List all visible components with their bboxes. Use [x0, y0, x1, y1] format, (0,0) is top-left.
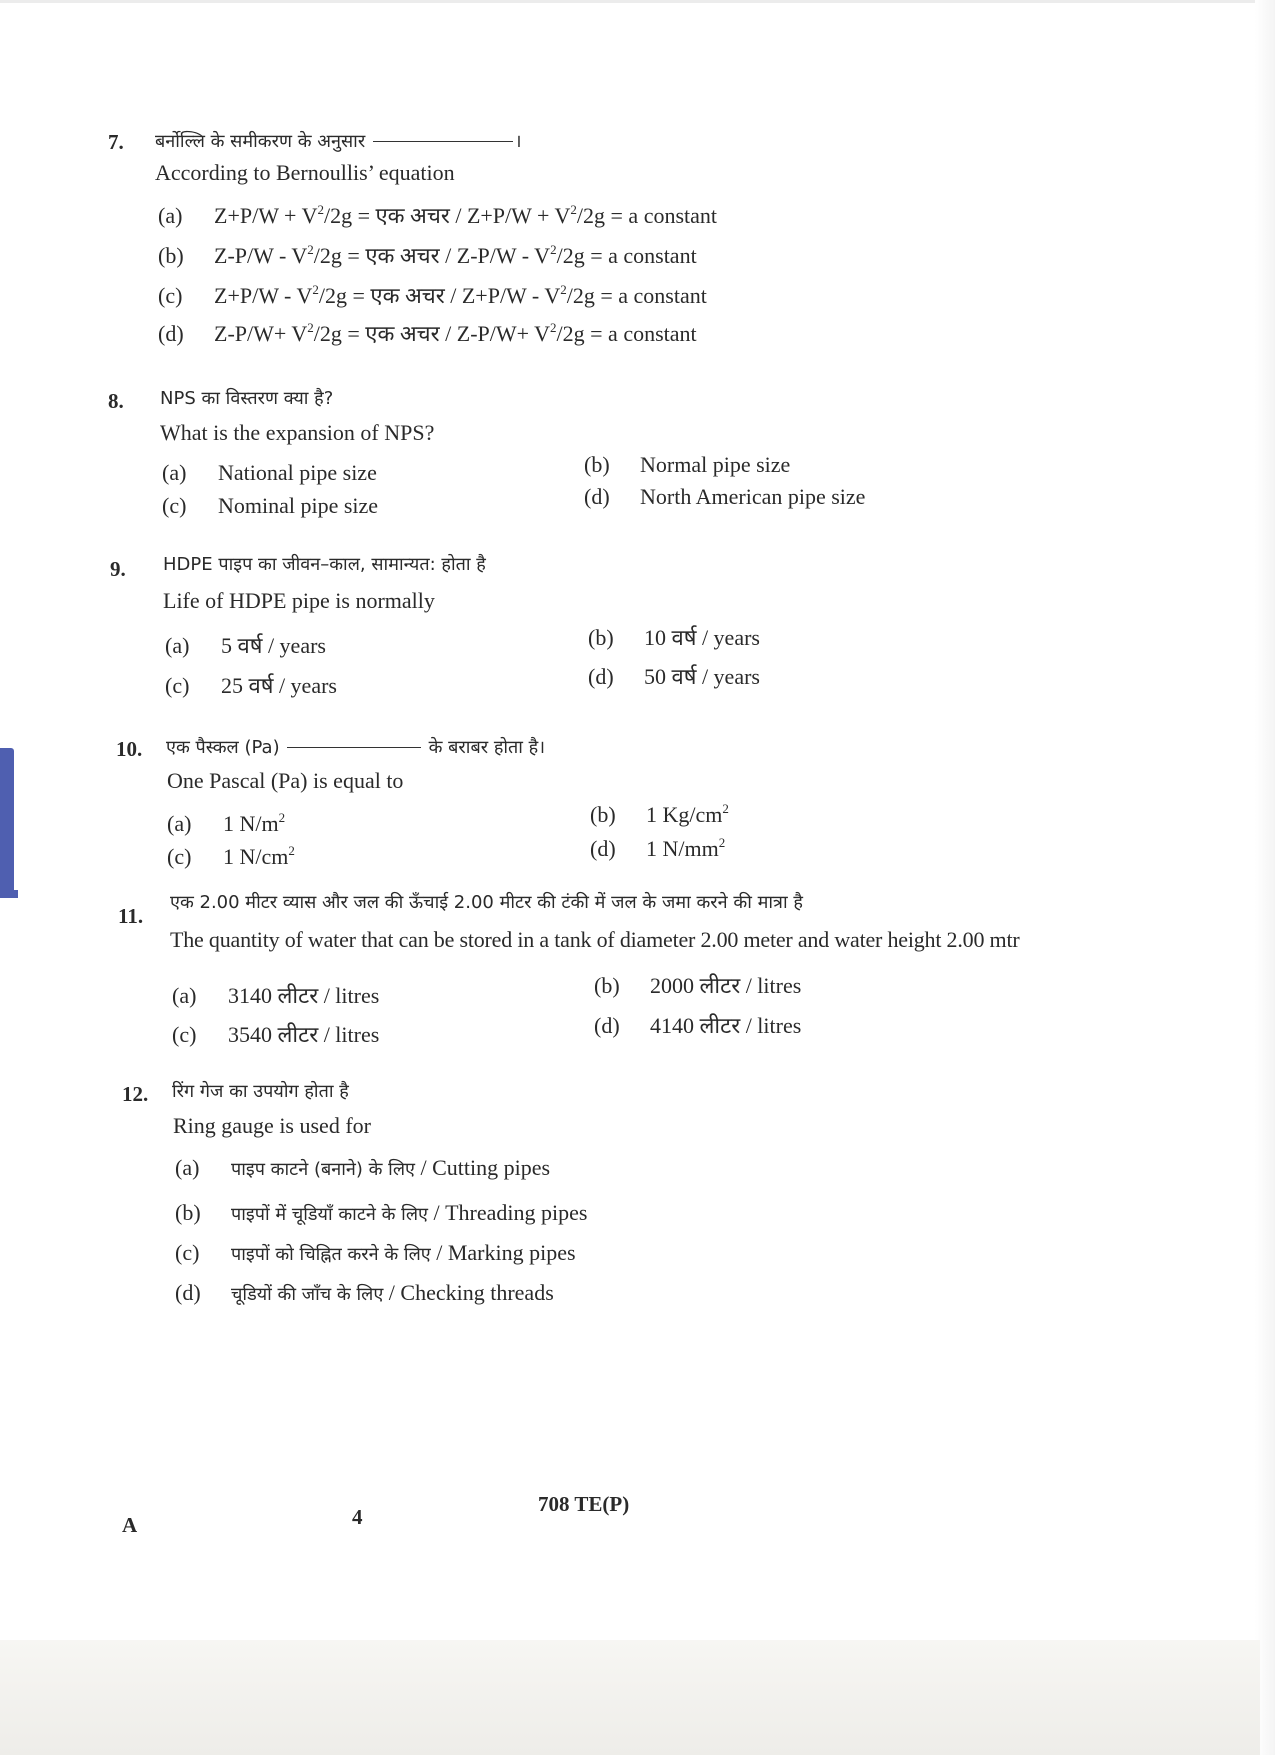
scan-bottom-shadow	[0, 1640, 1260, 1755]
option-b[interactable]: (b) Normal pipe size	[584, 452, 791, 477]
option-d[interactable]: (d) North American pipe size	[584, 484, 866, 509]
option-b[interactable]: (b) 2000 लीटर / litres	[594, 973, 802, 998]
option-a[interactable]: (a) 5 वर्ष / years	[165, 633, 326, 658]
scan-top-edge	[0, 0, 1275, 3]
question-english: The quantity of water that can be stored in a tank of diameter 2.00 meter and water height 2.00 mtr	[170, 927, 1020, 952]
paper-code: 708 TE(P)	[538, 1492, 630, 1516]
option-b[interactable]: (b) $Z-P/W - V^2/2g$ = एक अचर / $Z-P/W - V^2/2g = a$ constant	[158, 242, 697, 268]
option-b[interactable]: (b) 1 $Kg/cm^2$	[590, 801, 729, 827]
option-d[interactable]: (d) 1 $N/mm^2$	[590, 835, 726, 861]
question-number: 9.	[110, 557, 126, 581]
question-number: 11.	[118, 904, 144, 928]
option-a[interactable]: (a) $Z+P/W + V^2/2g$ = एक अचर / $Z+P/W + V^2/2g = a$ constant	[158, 202, 718, 228]
option-d[interactable]: (d) चूडियों की जाँच के लिए / Checking threads	[175, 1280, 554, 1305]
answer-blank	[287, 747, 421, 748]
option-b[interactable]: (b) 10 वर्ष / years	[588, 625, 760, 650]
question-english: According to Bernoullis’ equation	[155, 160, 455, 185]
question-english: What is the expansion of NPS?	[160, 420, 435, 445]
question-hindi: बर्नोल्लि के समीकरण के अनुसार ।	[155, 131, 522, 152]
question-hindi: HDPE पाइप का जीवन–काल, सामान्यत: होता है	[163, 554, 486, 575]
question-english: One Pascal (Pa) is equal to	[167, 768, 404, 793]
answer-blank	[373, 141, 513, 142]
option-a[interactable]: (a) National pipe size	[162, 460, 377, 485]
question-hindi: एक 2.00 मीटर व्यास और जल की ऊँचाई 2.00 मीटर की टंकी में जल के जमा करने की मात्रा है	[170, 892, 803, 913]
option-c[interactable]: (c) 1 $N/cm^2$	[167, 843, 295, 869]
option-d[interactable]: (d) 4140 लीटर / litres	[594, 1013, 802, 1038]
option-c[interactable]: (c) $Z+P/W - V^2/2g$ = एक अचर / $Z+P/W - V^2/2g = a$ constant	[158, 282, 707, 308]
option-a[interactable]: (a) 1 $N/m^2$	[167, 810, 286, 836]
question-number: 10.	[116, 737, 143, 761]
option-c[interactable]: (c) 25 वर्ष / years	[165, 673, 337, 698]
question-hindi: एक पैस्कल (Pa) के बराबर होता है।	[166, 737, 546, 758]
option-c[interactable]: (c) Nominal pipe size	[162, 493, 379, 518]
option-c[interactable]: (c) 3540 लीटर / litres	[172, 1022, 380, 1047]
option-b[interactable]: (b) पाइपों में चूडियाँ काटने के लिए / Threading pipes	[175, 1200, 588, 1225]
question-hindi: रिंग गेज का उपयोग होता है	[172, 1081, 349, 1102]
option-d[interactable]: (d) $Z-P/W+ V^2/2g$ = एक अचर / $Z-P/W+ V^2/2g = a$ constant	[158, 320, 697, 346]
question-english: Ring gauge is used for	[173, 1113, 371, 1138]
series-code: A	[122, 1513, 138, 1537]
question-number: 7.	[108, 130, 124, 154]
scan-right-edge	[1255, 0, 1275, 1755]
question-hindi: NPS का विस्तरण क्या है?	[160, 388, 334, 409]
binder-mark	[0, 748, 14, 898]
page-number: 4	[352, 1505, 363, 1529]
question-english: Life of HDPE pipe is normally	[163, 588, 435, 613]
option-a[interactable]: (a) 3140 लीटर / litres	[172, 983, 380, 1008]
question-number: 8.	[108, 389, 124, 413]
option-a[interactable]: (a) पाइप काटने (बनाने) के लिए / Cutting pipes	[175, 1155, 551, 1180]
question-number: 12.	[122, 1082, 149, 1106]
option-d[interactable]: (d) 50 वर्ष / years	[588, 664, 760, 689]
option-c[interactable]: (c) पाइपों को चिह्नित करने के लिए / Marking pipes	[175, 1240, 576, 1265]
